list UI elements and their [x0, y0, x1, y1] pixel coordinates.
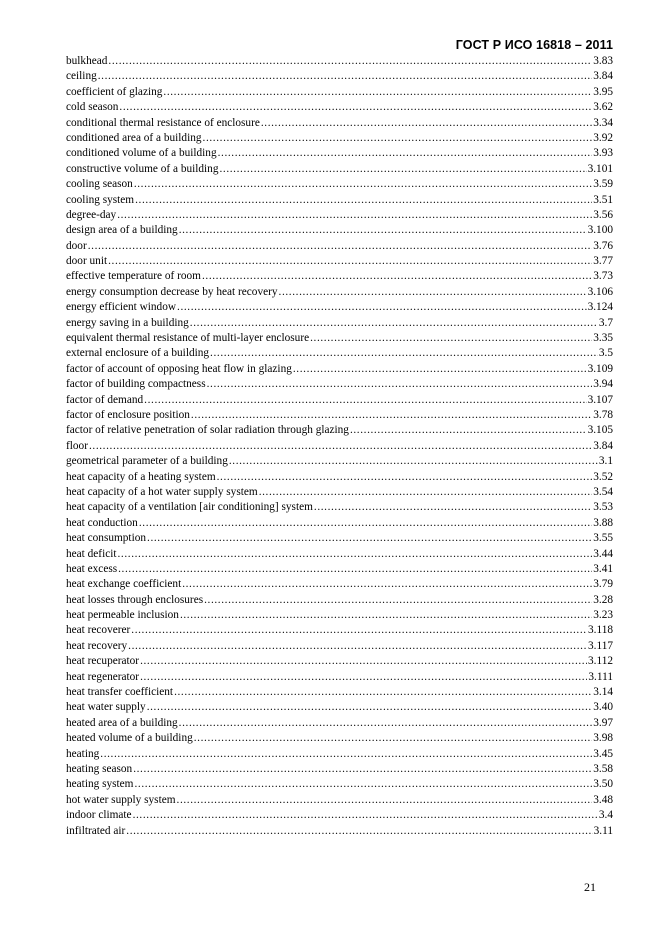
index-term: heat capacity of a ventilation [air conditioning] system [66, 501, 313, 514]
dot-leader [182, 577, 592, 592]
dot-leader [144, 393, 586, 408]
index-entry [66, 162, 613, 177]
dot-leader [174, 685, 592, 700]
index-entry [66, 454, 613, 469]
index-term: heated area of a building [66, 716, 178, 729]
index-reference: 3.52 [593, 470, 613, 483]
dot-leader [147, 531, 592, 546]
index-reference: 3.62 [593, 101, 613, 114]
dot-leader [147, 700, 593, 715]
dot-leader [135, 193, 592, 208]
dot-leader [261, 116, 592, 131]
index-reference: 3.83 [593, 55, 613, 67]
dot-leader [179, 716, 593, 731]
index-entry [66, 593, 613, 608]
index-reference: 3.41 [593, 562, 613, 575]
index-entry [66, 793, 613, 808]
dot-leader [108, 54, 592, 69]
index-reference: 3.51 [593, 193, 613, 206]
dot-leader [134, 177, 592, 192]
dot-leader [202, 269, 592, 284]
index-entry [66, 362, 613, 377]
dot-leader [131, 623, 587, 638]
dot-leader [139, 516, 592, 531]
index-term: cold season [66, 101, 119, 114]
index-reference: 3.79 [593, 578, 613, 591]
index-term: heat excess [66, 562, 118, 575]
dot-leader [117, 208, 592, 223]
index-term: indoor climate [66, 809, 132, 822]
index-term: floor [66, 439, 88, 452]
index-reference: 3.88 [593, 516, 613, 529]
index-reference: 3.5 [598, 347, 613, 360]
index-reference: 3.118 [588, 624, 613, 637]
index-entry [66, 500, 613, 515]
index-entry [66, 485, 613, 500]
index-entry [66, 146, 613, 161]
index-entry [66, 824, 613, 839]
index-reference: 3.101 [587, 162, 613, 175]
index-term: heat losses through enclosures [66, 593, 204, 606]
index-entry [66, 608, 613, 623]
index-reference: 3.92 [593, 131, 613, 144]
dot-leader [191, 408, 592, 423]
dot-leader [98, 69, 592, 84]
index-entry [66, 331, 613, 346]
index-term: cooling system [66, 193, 135, 206]
dot-leader [133, 762, 592, 777]
index-entry [66, 731, 613, 746]
index-entry [66, 223, 613, 238]
index-entry [66, 623, 613, 638]
index-reference: 3.1 [598, 455, 613, 468]
index-entry [66, 100, 613, 115]
term-index-list [66, 54, 613, 839]
index-reference: 3.93 [593, 147, 613, 160]
index-term: heat transfer coefficient [66, 686, 174, 699]
index-term: heating season [66, 762, 133, 775]
dot-leader [279, 285, 587, 300]
index-term: heat capacity of a heating system [66, 470, 216, 483]
index-entry [66, 239, 613, 254]
dot-leader [108, 254, 592, 269]
index-reference: 3.7 [598, 316, 613, 329]
index-entry [66, 69, 613, 84]
dot-leader [203, 131, 593, 146]
index-term: heat consumption [66, 532, 147, 545]
index-term: factor of building compactness [66, 378, 206, 391]
index-reference: 3.28 [593, 593, 613, 606]
index-term: constructive volume of a building [66, 162, 219, 175]
index-entry [66, 300, 613, 315]
index-reference: 3.84 [593, 70, 613, 83]
index-term: hot water supply system [66, 793, 176, 806]
index-entry [66, 269, 613, 284]
index-reference: 3.76 [593, 239, 613, 252]
dot-leader [350, 423, 587, 438]
dot-leader [118, 562, 592, 577]
index-reference: 3.111 [588, 670, 613, 683]
dot-leader [126, 824, 592, 839]
index-term: conditional thermal resistance of enclosure [66, 116, 260, 129]
index-entry [66, 439, 613, 454]
index-reference: 3.59 [593, 178, 613, 191]
index-term: energy saving in a building [66, 316, 189, 329]
index-entry [66, 808, 613, 823]
index-term: heat capacity of a hot water supply system [66, 485, 258, 498]
index-reference: 3.112 [588, 655, 613, 668]
dot-leader [177, 793, 593, 808]
index-entry [66, 208, 613, 223]
index-reference: 3.56 [593, 208, 613, 221]
dot-leader [119, 100, 592, 115]
index-reference: 3.54 [593, 485, 613, 498]
index-reference: 3.124 [587, 301, 613, 314]
index-reference: 3.109 [587, 362, 613, 375]
index-term: energy consumption decrease by heat recovery [66, 285, 278, 298]
dot-leader [259, 485, 593, 500]
index-term: design area of a building [66, 224, 178, 237]
index-reference: 3.100 [587, 224, 613, 237]
index-entry [66, 577, 613, 592]
index-term: heat exchange coefficient [66, 578, 182, 591]
index-reference: 3.78 [593, 408, 613, 421]
index-entry [66, 193, 613, 208]
index-entry [66, 470, 613, 485]
index-entry [66, 547, 613, 562]
index-entry [66, 346, 613, 361]
index-reference: 3.105 [587, 424, 613, 437]
index-term: heat recoverer [66, 624, 131, 637]
index-term: conditioned area of a building [66, 131, 202, 144]
index-reference: 3.73 [593, 270, 613, 283]
index-term: conditioned volume of a building [66, 147, 217, 160]
index-reference: 3.97 [593, 716, 613, 729]
index-term: effective temperature of room [66, 270, 201, 283]
index-reference: 3.55 [593, 532, 613, 545]
index-reference: 3.40 [593, 701, 613, 714]
index-reference: 3.107 [587, 393, 613, 406]
index-term: bulkhead [66, 55, 108, 67]
index-reference: 3.77 [593, 255, 613, 268]
dot-leader [314, 500, 592, 515]
index-reference: 3.94 [593, 378, 613, 391]
index-term: factor of relative penetration of solar radiation through glazing [66, 424, 349, 437]
index-reference: 3.4 [598, 809, 613, 822]
document-header: ГОСТ Р ИСО 16818 – 2011 [455, 38, 613, 52]
index-entry [66, 285, 613, 300]
index-entry [66, 562, 613, 577]
dot-leader [217, 470, 593, 485]
index-term: equivalent thermal resistance of multi-layer enclosure [66, 332, 310, 345]
dot-leader [163, 85, 592, 100]
index-reference: 3.11 [593, 824, 613, 837]
index-entry [66, 685, 613, 700]
index-term: factor of demand [66, 393, 144, 406]
index-entry [66, 423, 613, 438]
dot-leader [177, 300, 587, 315]
dot-leader [88, 239, 593, 254]
index-entry [66, 762, 613, 777]
index-reference: 3.117 [588, 639, 613, 652]
index-reference: 3.50 [593, 778, 613, 791]
index-term: heat conduction [66, 516, 138, 529]
dot-leader [218, 146, 593, 161]
index-term: heat water supply [66, 701, 146, 714]
index-entry [66, 639, 613, 654]
index-reference: 3.84 [593, 439, 613, 452]
dot-leader [140, 670, 587, 685]
dot-leader [128, 639, 587, 654]
index-entry [66, 516, 613, 531]
index-entry [66, 377, 613, 392]
index-entry [66, 393, 613, 408]
index-term: geometrical parameter of a building [66, 455, 228, 468]
dot-leader [194, 731, 592, 746]
index-term: factor of enclosure position [66, 408, 190, 421]
dot-leader [310, 331, 592, 346]
index-entry [66, 700, 613, 715]
index-entry [66, 777, 613, 792]
index-term: degree-day [66, 208, 117, 221]
index-reference: 3.35 [593, 332, 613, 345]
dot-leader [89, 439, 592, 454]
dot-leader [179, 223, 587, 238]
dot-leader [133, 808, 598, 823]
index-reference: 3.44 [593, 547, 613, 560]
index-reference: 3.45 [593, 747, 613, 760]
index-term: heated volume of a building [66, 732, 193, 745]
dot-leader [190, 316, 598, 331]
index-reference: 3.106 [587, 285, 613, 298]
dot-leader [134, 777, 592, 792]
index-entry [66, 254, 613, 269]
index-entry [66, 131, 613, 146]
index-entry [66, 670, 613, 685]
dot-leader [204, 593, 592, 608]
index-entry [66, 531, 613, 546]
index-term: external enclosure of a building [66, 347, 210, 360]
index-term: heat deficit [66, 547, 117, 560]
dot-leader [140, 654, 587, 669]
index-entry [66, 408, 613, 423]
index-reference: 3.23 [593, 609, 613, 622]
dot-leader [229, 454, 598, 469]
index-entry [66, 177, 613, 192]
index-reference: 3.95 [593, 85, 613, 98]
dot-leader [180, 608, 592, 623]
index-reference: 3.14 [593, 686, 613, 699]
index-term: heat permeable inclusion [66, 609, 179, 622]
dot-leader [219, 162, 586, 177]
index-entry [66, 316, 613, 331]
index-term: heating [66, 747, 100, 760]
index-term: energy efficient window [66, 301, 177, 314]
index-reference: 3.34 [593, 116, 613, 129]
dot-leader [100, 747, 592, 762]
index-term: ceiling [66, 70, 97, 83]
index-term: cooling season [66, 178, 133, 191]
index-entry [66, 85, 613, 100]
index-entry [66, 54, 613, 69]
index-entry [66, 747, 613, 762]
index-entry [66, 116, 613, 131]
index-term: heat recuperator [66, 655, 140, 668]
dot-leader [210, 346, 598, 361]
index-reference: 3.98 [593, 732, 613, 745]
index-term: heating system [66, 778, 134, 791]
index-term: factor of account of opposing heat flow in glazing [66, 362, 292, 375]
index-entry [66, 654, 613, 669]
index-term: door [66, 239, 87, 252]
dot-leader [293, 362, 587, 377]
index-reference: 3.58 [593, 762, 613, 775]
dot-leader [118, 547, 593, 562]
index-entry [66, 716, 613, 731]
index-term: infiltrated air [66, 824, 126, 837]
index-term: coefficient of glazing [66, 85, 163, 98]
index-term: door unit [66, 255, 108, 268]
index-reference: 3.48 [593, 793, 613, 806]
index-term: heat regenerator [66, 670, 140, 683]
page-number: 21 [584, 880, 596, 894]
index-term: heat recovery [66, 639, 128, 652]
dot-leader [207, 377, 593, 392]
index-reference: 3.53 [593, 501, 613, 514]
